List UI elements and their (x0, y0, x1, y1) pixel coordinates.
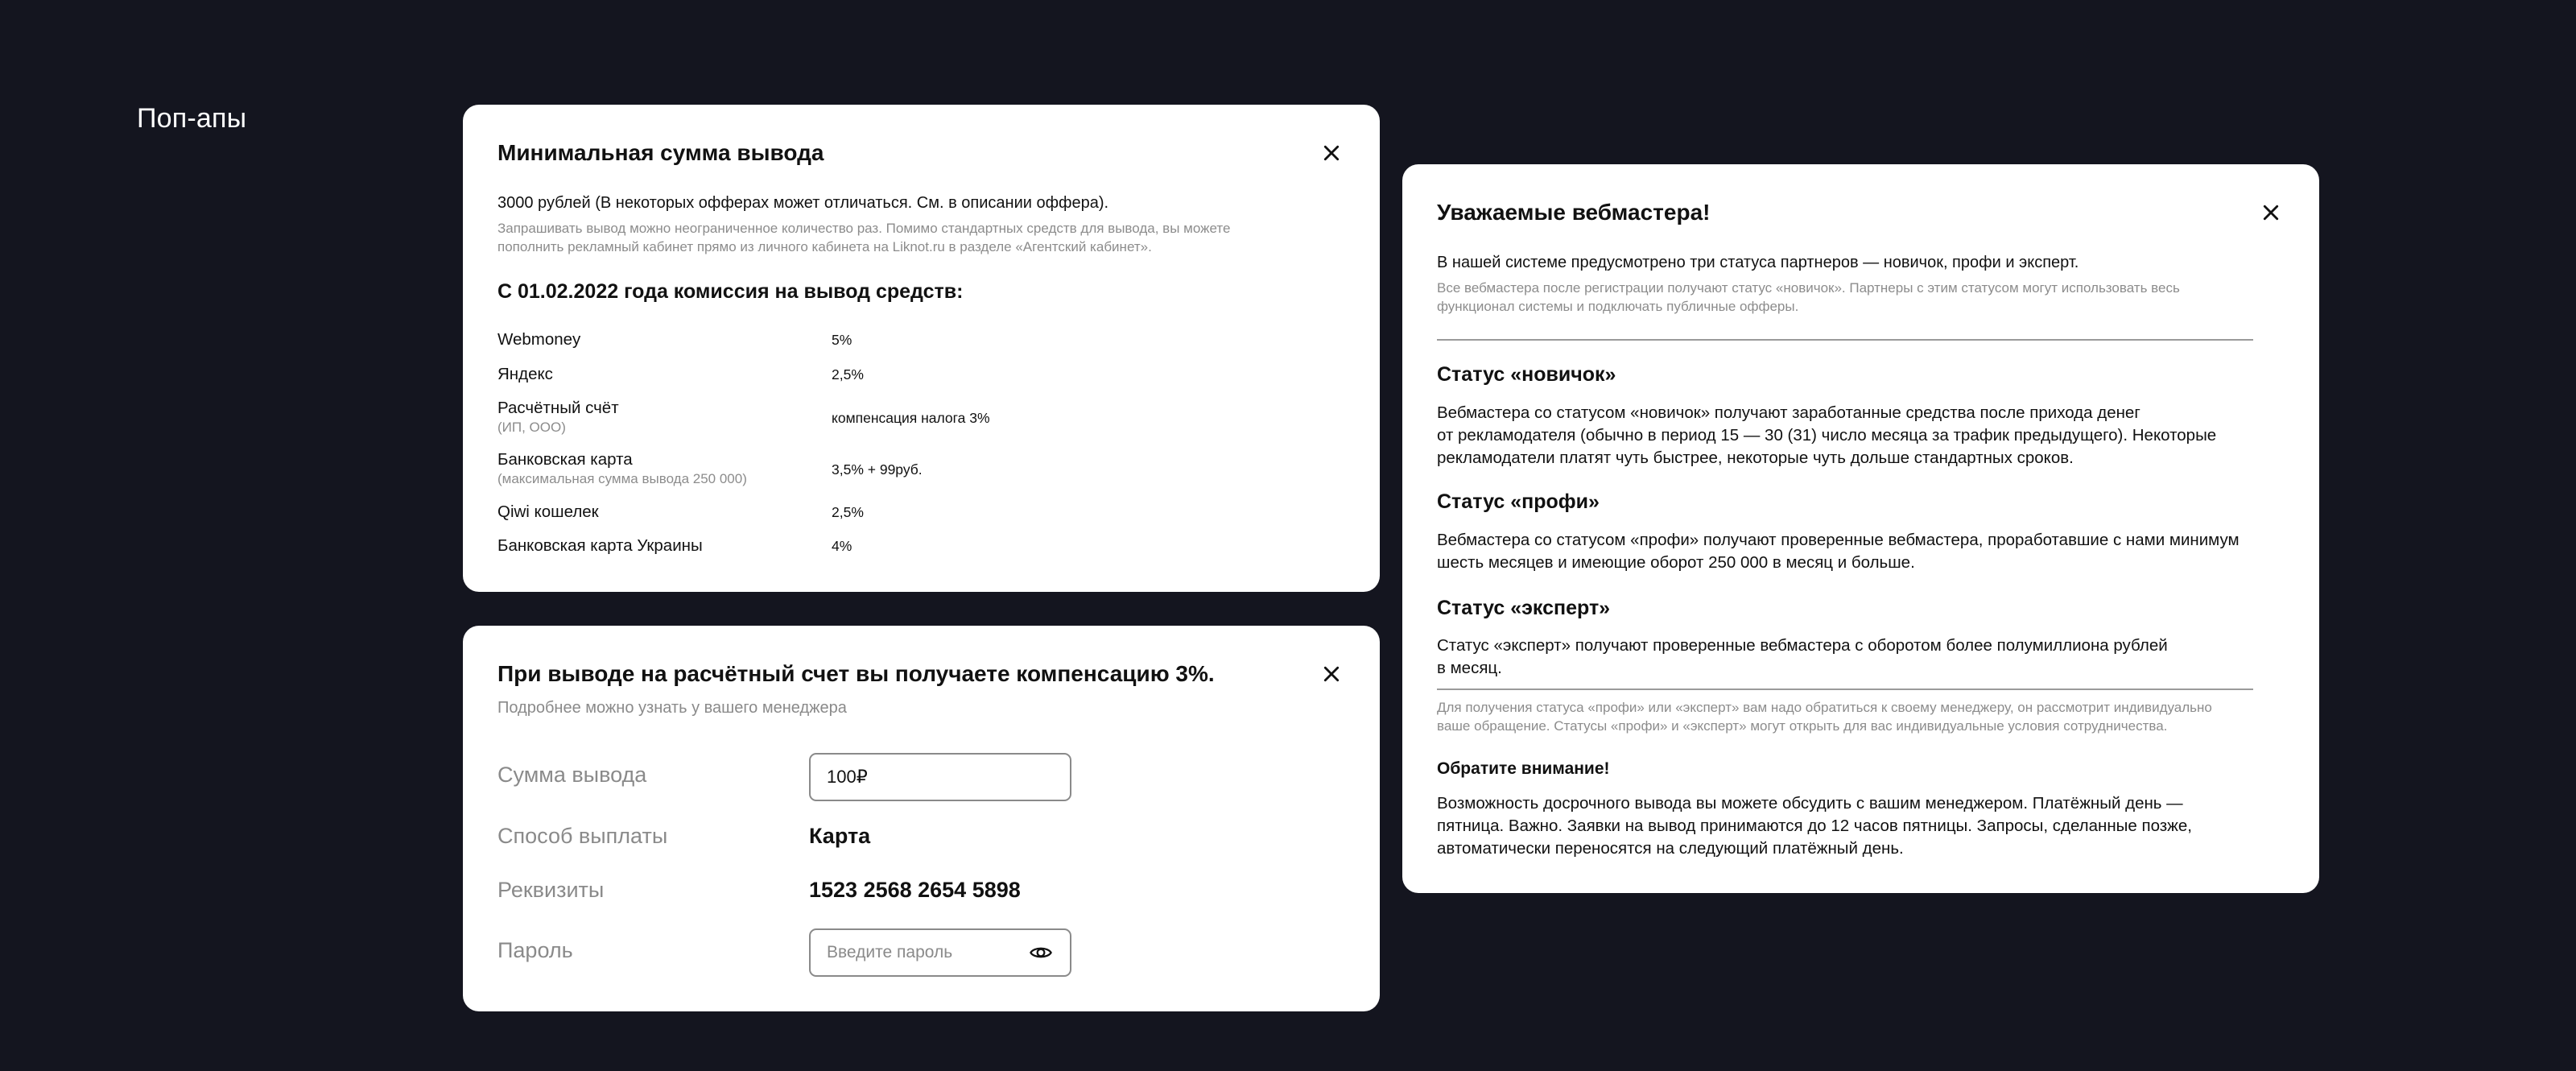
close-button[interactable] (1315, 658, 1348, 690)
commission-heading: С 01.02.2022 года комиссия на вывод средств: (497, 280, 964, 303)
section-title: Поп-апы (137, 103, 247, 134)
fee-value: 4% (832, 538, 852, 554)
fee-value: 3,5% + 99руб. (832, 461, 923, 478)
status-expert-heading: Статус «эксперт» (1437, 597, 1611, 619)
fee-method: Банковская карта Украины (497, 536, 703, 555)
details-value: 1523 2568 2654 5898 (809, 878, 1021, 902)
status-newbie-text: рекламодатели платят чуть быстрее, некоторые чуть дольше стандартных сроков. (1437, 449, 2074, 467)
attention-text: пятница. Важно. Заявки на вывод принимаются до 12 часов пятницы. Запросы, сделанные позже, (1437, 817, 2192, 835)
note-line: Все вебмастера после регистрации получают статус «новичок». Партнеры с этим статусом могут использовать весь (1437, 280, 2180, 296)
show-password-button[interactable] (1028, 940, 1054, 966)
fee-method-note: (ИП, ООО) (497, 420, 566, 435)
amount-label: Сумма вывода (497, 763, 647, 787)
fee-method-note: (максимальная сумма вывода 250 000) (497, 471, 747, 486)
divider (1437, 688, 2253, 690)
attention-heading: Обратите внимание! (1437, 759, 1610, 778)
eye-icon (1029, 941, 1053, 965)
attention-text: автоматически переносятся на следующий платёжный день. (1437, 839, 1904, 858)
status-expert-text: Статус «эксперт» получают проверенные вебмастера с оборотом более полумиллиона рублей (1437, 636, 2168, 655)
note-line: функционал системы и подключать публичные офферы. (1437, 299, 1799, 314)
status-note-line: ваше обращение. Статусы «профи» и «эксперт» могут открыть для вас индивидуальные условия сотрудничества. (1437, 718, 2168, 734)
fee-method: Яндекс (497, 365, 553, 383)
status-pro-text: Вебмастера со статусом «профи» получают проверенные вебмастера, проработавшие с нами минимум (1437, 531, 2240, 549)
close-icon (1323, 665, 1340, 683)
fee-method: Webmoney (497, 330, 581, 349)
amount-value: 100₽ (827, 767, 868, 787)
close-button[interactable] (1315, 137, 1348, 169)
amount-field[interactable] (809, 753, 1071, 801)
fee-value: 2,5% (832, 504, 864, 520)
note-line: Запрашивать вывод можно неограниченное количество раз. Помимо стандартных средств для вывода, вы можете (497, 221, 1231, 236)
status-note-line: Для получения статуса «профи» или «эксперт» вам надо обратиться к своему менеджеру, он рассмотрит индивидуально (1437, 700, 2212, 715)
status-newbie-text: от рекламодателя (обычно в период 15 — 30 (31) число месяца за трафик предыдущего). Некоторые (1437, 426, 2217, 445)
close-icon (1323, 144, 1340, 162)
fee-value: 2,5% (832, 366, 864, 382)
status-expert-text: в месяц. (1437, 659, 1502, 677)
method-label: Способ выплаты (497, 824, 668, 848)
fee-value: 5% (832, 332, 852, 348)
statuses-intro: В нашей системе предусмотрено три статуса партнеров — новичок, профи и эксперт. (1437, 254, 2079, 271)
popup-title: При выводе на расчётный счет вы получаете компенсацию 3%. (497, 661, 1215, 686)
divider (1437, 339, 2253, 341)
details-label: Реквизиты (497, 878, 605, 902)
status-pro-text: шесть месяцев и имеющие оборот 250 000 в месяц и больше. (1437, 553, 1915, 572)
status-pro-heading: Статус «профи» (1437, 490, 1600, 513)
popup-subtitle: Подробнее можно узнать у вашего менеджера (497, 699, 847, 717)
note-line: пополнить рекламный кабинет прямо из личного кабинета на Liknot.ru в разделе «Агентский кабинет». (497, 239, 1152, 254)
webmasters-popup (1402, 164, 2319, 893)
close-button[interactable] (2255, 196, 2287, 229)
min-withdrawal-popup (463, 105, 1380, 592)
fee-method: Банковская карта (497, 450, 633, 469)
fee-value: компенсация налога 3% (832, 410, 990, 426)
password-field[interactable] (809, 928, 1071, 977)
password-placeholder: Введите пароль (827, 943, 953, 961)
popup-title: Уважаемые вебмастера! (1437, 200, 1711, 225)
withdraw-form-popup (463, 626, 1380, 1011)
fee-method: Qiwi кошелек (497, 502, 599, 521)
min-amount-text: 3000 рублей (В некоторых офферах может отличаться. См. в описании оффера). (497, 194, 1109, 212)
fee-method: Расчётный счёт (497, 399, 619, 417)
attention-text: Возможность досрочного вывода вы можете обсудить с вашим менеджером. Платёжный день — (1437, 794, 2183, 813)
status-newbie-text: Вебмастера со статусом «новичок» получают заработанные средства после прихода денег (1437, 403, 2140, 422)
close-icon (2262, 204, 2280, 221)
status-newbie-heading: Статус «новичок» (1437, 363, 1616, 386)
popup-title: Минимальная сумма вывода (497, 140, 824, 165)
method-value: Карта (809, 824, 871, 848)
password-label: Пароль (497, 938, 573, 962)
